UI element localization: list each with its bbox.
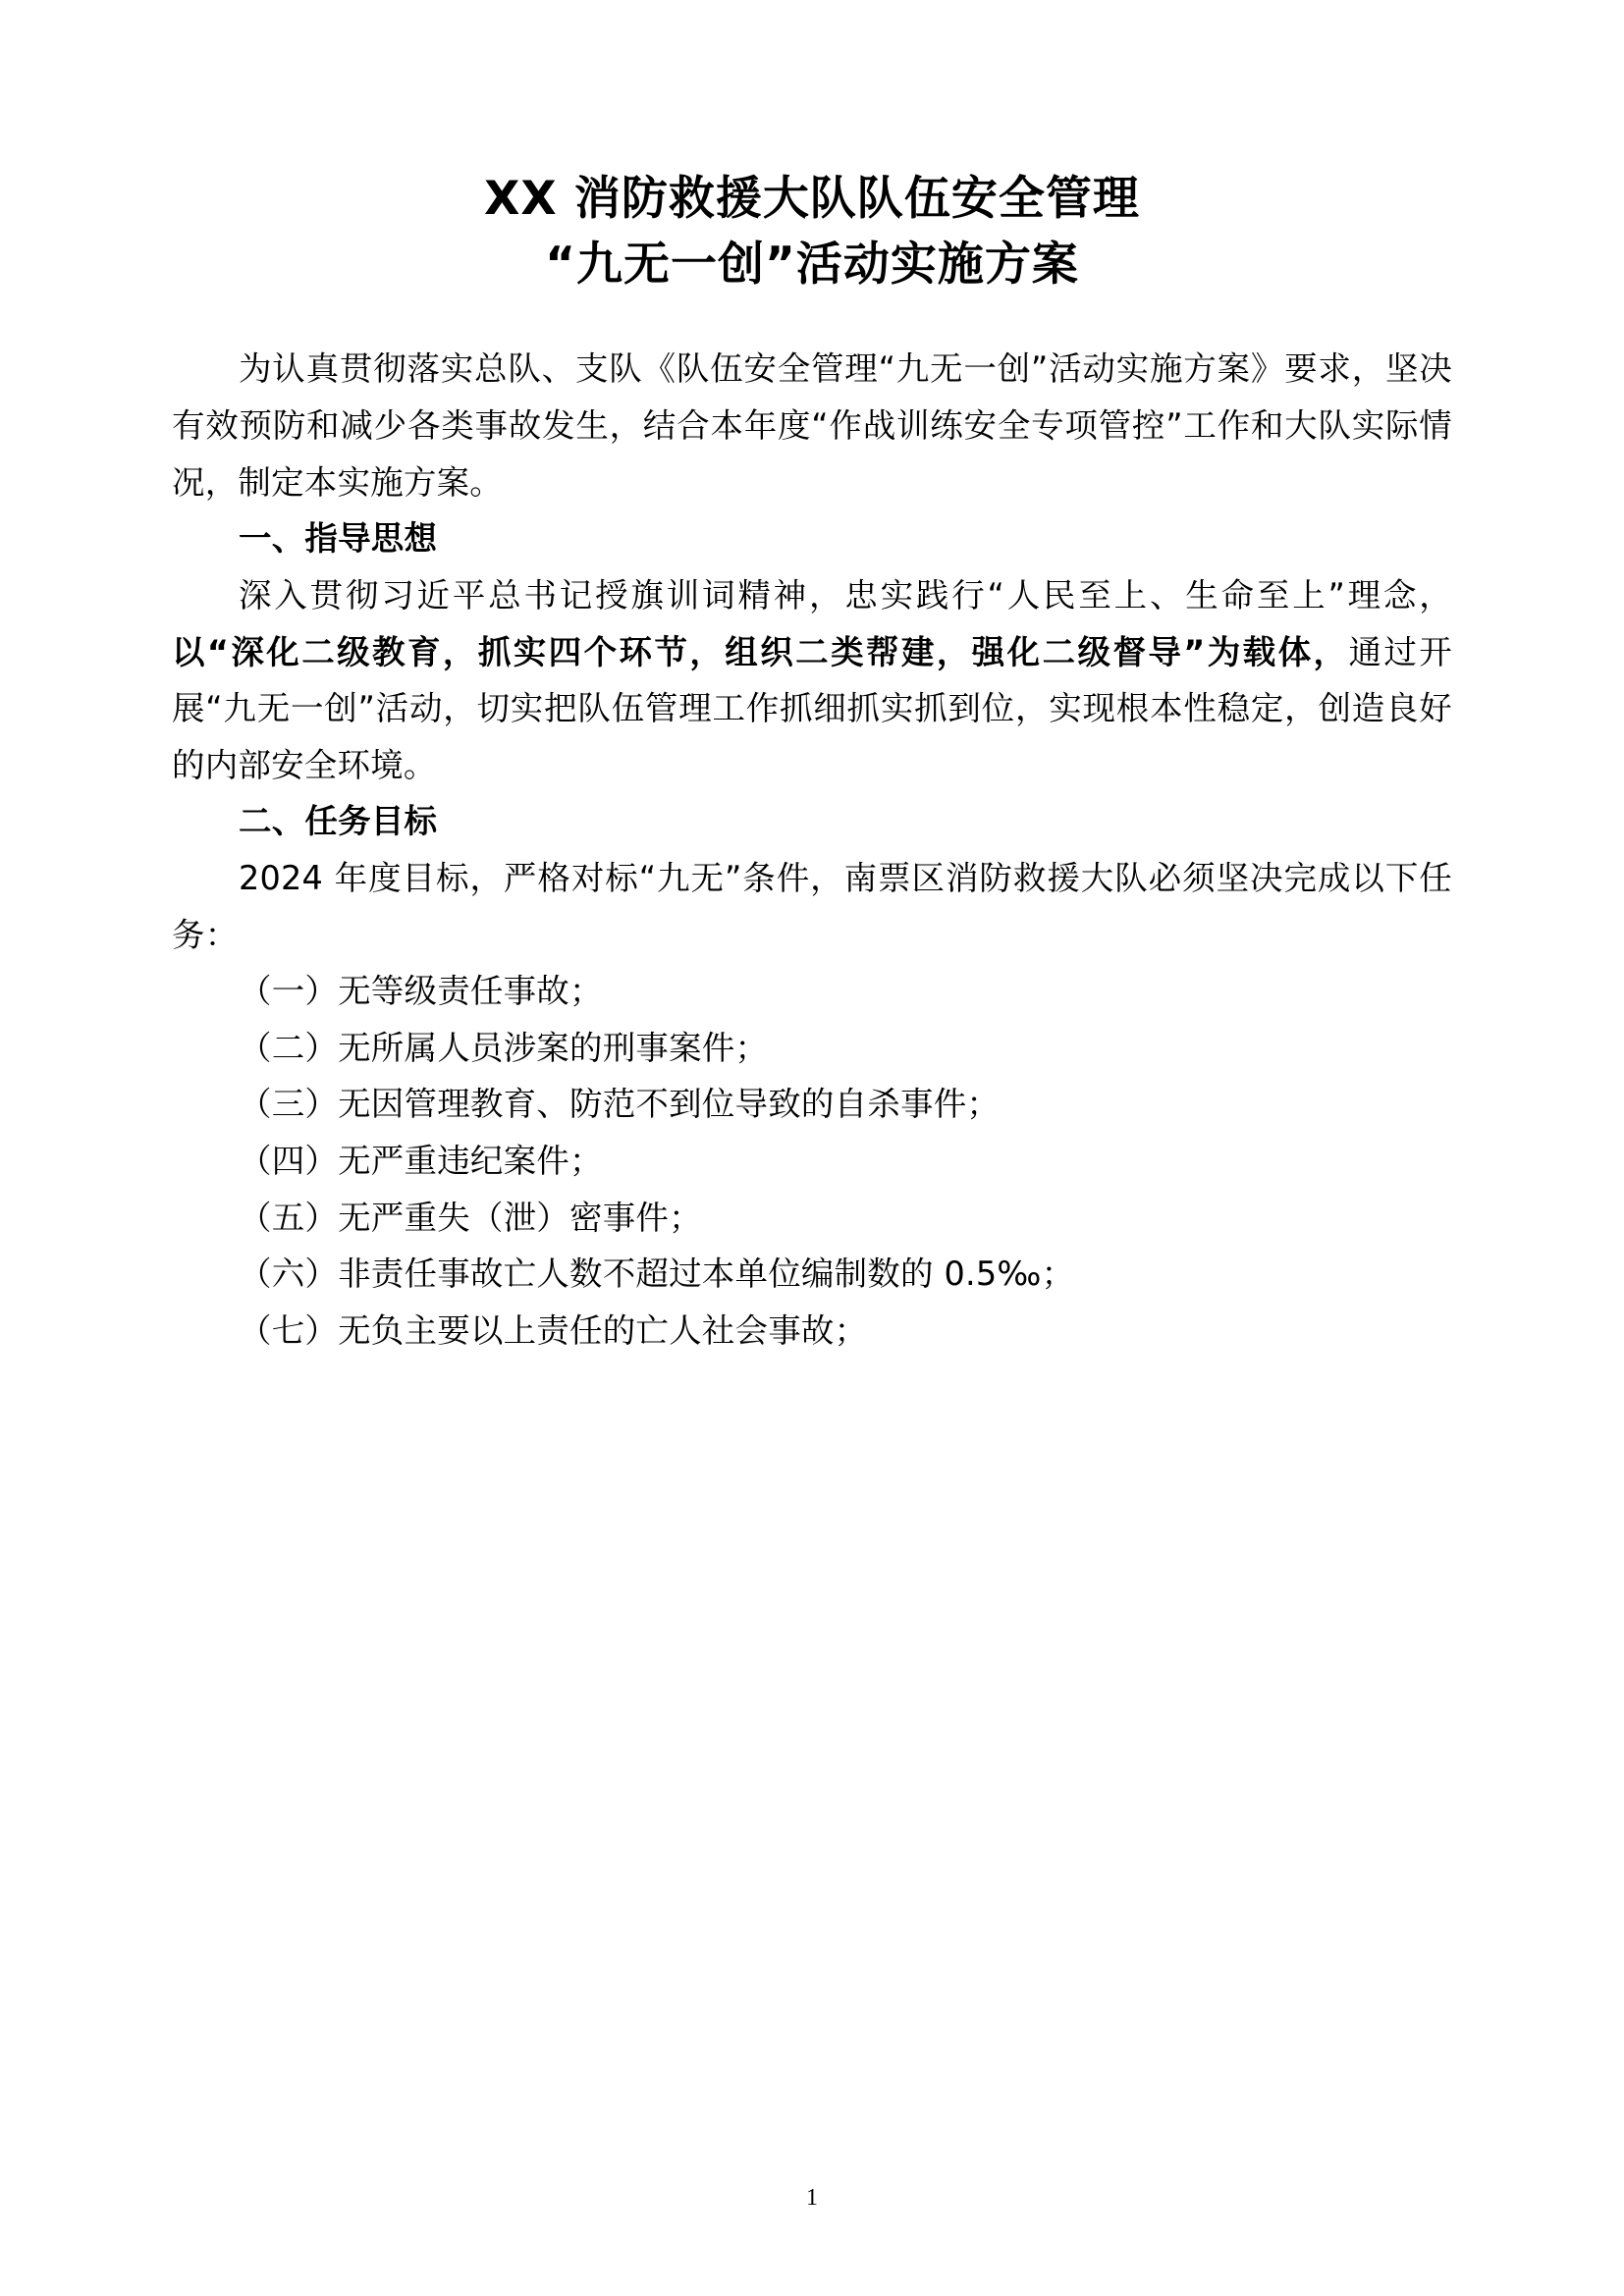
section-one-text-part2: 通过开展“九无一创”活动，切实把队伍管理工作抓细抓实抓到位，实现根本性稳定，创造良好的内部安全环境。	[172, 632, 1452, 784]
list-item: （三）无因管理教育、防范不到位导致的自杀事件；	[239, 1085, 1001, 1124]
section-heading-one: 一、指导思想	[239, 519, 438, 559]
section-one-text-bold: 以“深化二级教育，抓实四个环节，组织二类帮建，强化二级督导”为载体，	[172, 632, 1349, 671]
list-item: （七）无负主要以上责任的亡人社会事故；	[239, 1310, 868, 1350]
list-item: （五）无严重失（泄）密事件；	[239, 1198, 702, 1237]
list-item: （一）无等级责任事故；	[239, 972, 603, 1011]
section-one-paragraph	[172, 567, 1452, 793]
list-item: （四）无严重违纪案件；	[239, 1142, 603, 1180]
section-one-text-part1: 深入贯彻习近平总书记授旗训词精神，忠实践行“人民至上、生命至上”理念，	[239, 575, 1452, 614]
intro-paragraph: 为认真贯彻落实总队、支队《队伍安全管理“九无一创”活动实施方案》要求，坚决有效预防和减少各类事故发生，结合本年度“作战训练安全专项管控”工作和大队实际情况，制定本实施方案。	[172, 349, 1452, 502]
title-line-1: XX 消防救援大队队伍安全管理	[484, 172, 1140, 226]
list-item: （六）非责任事故亡人数不超过本单位编制数的 0.5‰；	[239, 1255, 1075, 1294]
title-line-2: “九无一创”活动实施方案	[545, 237, 1079, 292]
page-title	[172, 167, 1452, 297]
list-item: （二）无所属人员涉案的刑事案件；	[239, 1028, 769, 1067]
section-heading-two: 二、任务目标	[239, 802, 438, 841]
section-two-paragraph: 2024 年度目标，严格对标“九无”条件，南票区消防救援大队必须坚决完成以下任务：	[172, 858, 1452, 954]
page-number: 1	[806, 2185, 818, 2211]
